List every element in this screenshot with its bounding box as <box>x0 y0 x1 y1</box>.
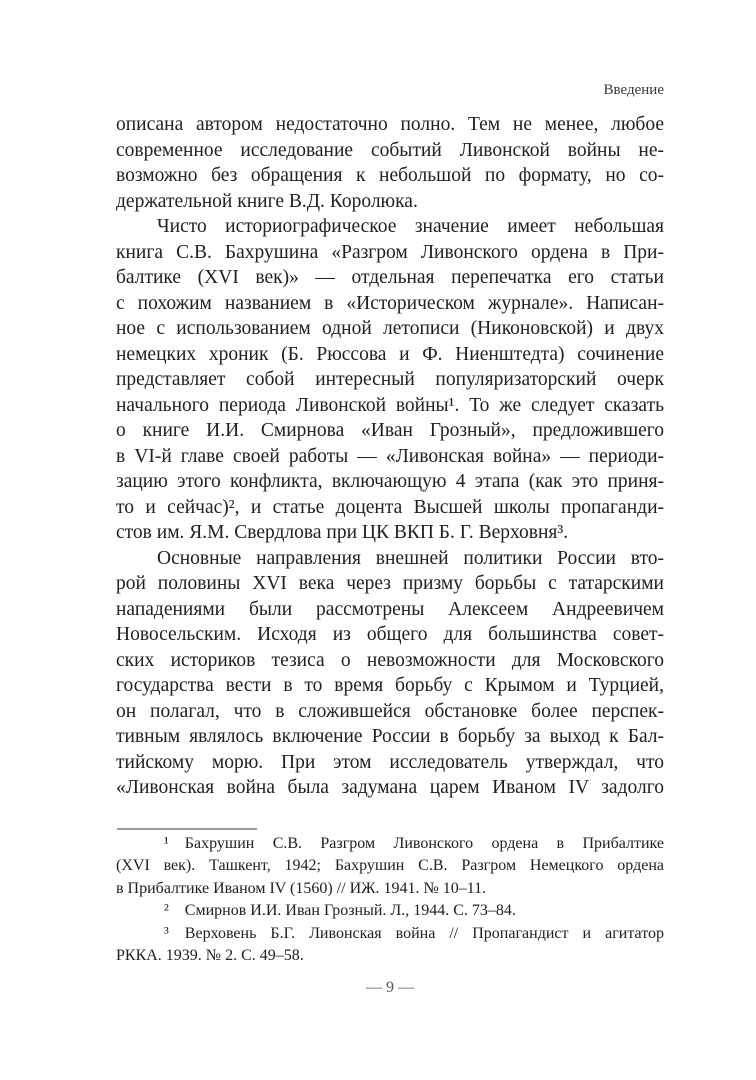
body-text-line: государства вести в то время борьбу с Крымом и Турцией, <box>116 675 664 696</box>
footnote-line: в Прибалтике Иваном IV (1560) // ИЖ. 1941. № 10–11. <box>116 879 487 897</box>
body-text-line: ное с использованием одной летописи (Никоновской) и двух <box>116 318 664 339</box>
body-text-line: немецких хроник (Б. Рюссова и Ф. Ниенштедта) сочинение <box>116 343 664 365</box>
body-text-line: то и сейчас)², и статье доцента Высшей школы пропаганди- <box>116 496 664 518</box>
body-text-line: зацию этого конфликта, включающую 4 этапа (как это приня- <box>116 471 664 492</box>
footnote-line: (XVI век). Ташкент, 1942; Бахрушин С.В. Разгром Немецкого ордена <box>116 857 664 875</box>
body-text <box>116 112 664 801</box>
running-header: Введение <box>603 82 664 98</box>
body-text-line: тийскому морю. При этом исследователь утверждал, что <box>116 751 664 773</box>
body-text-line: с похожим названием в «Историческом журнале». Написан- <box>116 292 664 314</box>
body-text-line: о книге И.И. Смирнова «Иван Грозный», предложившего <box>116 420 664 441</box>
page-number: — 9 — <box>366 979 414 996</box>
footnote-line: ² Смирнов И.И. Иван Грозный. Л., 1944. С. 73–84. <box>164 902 516 920</box>
body-text-line: возможно без обращения к небольшой по формату, но со- <box>116 165 664 186</box>
body-text-line: рой половины XVI века через призму борьбы с татарскими <box>116 573 664 594</box>
body-text-line: «Ливонская война была задумана царем Иваном IV задолго <box>116 777 664 798</box>
body-text-line: держательной книге В.Д. Королюка. <box>116 190 418 212</box>
body-text-line: балтике (XVI век)» — отдельная перепечатка его статьи <box>116 267 664 288</box>
footnote-line: РККА. 1939. № 2. С. 49–58. <box>116 946 304 964</box>
body-text-line: ских историков тезиса о невозможности для Московского <box>116 649 664 671</box>
body-text-line: описана автором недостаточно полно. Тем не менее, любое <box>116 114 664 135</box>
footnote-line: ³ Верховень Б.Г. Ливонская война // Пропагандист и агитатор <box>164 924 664 942</box>
body-text-line: представляет собой интересный популяризаторский очерк <box>116 369 664 390</box>
body-text-line: Новосельским. Исходя из общего для большинства совет- <box>116 624 664 645</box>
body-text-line: стов им. Я.М. Свердлова при ЦК ВКП Б. Г. Верховня³. <box>116 522 569 543</box>
body-text-line: он полагал, что в сложившейся обстановке более перспек- <box>116 700 664 722</box>
body-text-line: книга С.В. Бахрушина «Разгром Ливонского ордена в При- <box>116 241 664 263</box>
body-text-line: в VI-й главе своей работы — «Ливонская война» — периоди- <box>116 445 664 467</box>
body-text-line: нападениями были рассмотрены Алексеем Андреевичем <box>116 598 664 620</box>
body-text-line: Основные направления внешней политики России вто- <box>157 547 664 569</box>
footnotes <box>116 833 664 967</box>
body-text-line: тивным являлось включение России в борьбу за выход к Бал- <box>116 726 664 747</box>
footnote-separator-rule <box>117 828 257 830</box>
body-text-line: начального периода Ливонской войны¹. То же следует сказать <box>116 394 664 416</box>
footnote-line: ¹ Бахрушин С.В. Разгром Ливонского ордена в Прибалтике <box>164 835 664 852</box>
body-text-line: современное исследование событий Ливонской войны не- <box>116 139 664 161</box>
body-text-line: Чисто историографическое значение имеет небольшая <box>157 216 664 237</box>
